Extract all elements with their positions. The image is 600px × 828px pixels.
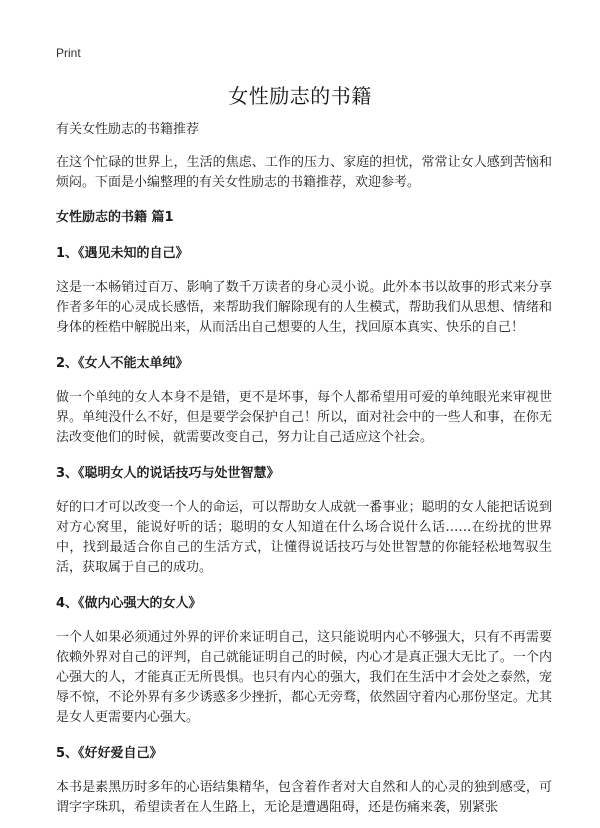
intro-paragraph: 在这个忙碌的世界上，生活的焦虑、工作的压力、家庭的担忧，常常让女人感到苦恼和烦闷。下面是小编整理的有关女性励志的书籍推荐，欢迎参考。 <box>56 155 552 190</box>
document-body <box>56 120 552 828</box>
print-label: Print <box>56 46 81 60</box>
book-heading-1: 1、《遇见未知的自己》 <box>56 246 189 261</box>
book-heading-4: 4、《做内心强大的女人》 <box>56 596 202 611</box>
section-heading: 女性励志的书籍 篇1 <box>56 210 174 225</box>
document-subtitle: 有关女性励志的书籍推荐 <box>56 122 200 137</box>
book-heading-5: 5、《好好爱自己》 <box>56 746 163 761</box>
book-description-4: 一个人如果必须通过外界的评价来证明自己，这只能说明内心不够强大，只有不再需要依赖外界对自己的评判，自己就能证明自己的时候，内心才是真正强大无比了。一个内心强大的人，才能真正无所畏惧。也只有内心的强大，我们在生活中才会处之泰然，宠辱不惊，不论外界有多少诱惑多少挫折，都心无旁骛，依然固守着内心那份坚定。尤其是女人更需要内心强大。 <box>56 630 552 725</box>
book-description-3: 好的口才可以改变一个人的命运，可以帮助女人成就一番事业；聪明的女人能把话说到对方心窝里，能说好听的话；聪明的女人知道在什么场合说什么话……在纷扰的世界中，找到最适合你自己的生活方式，让懂得说话技巧与处世智慧的你能轻松地驾驭生活，获取属于自己的成功。 <box>56 500 552 575</box>
document-title: 女性励志的书籍 <box>228 84 372 108</box>
book-description-1: 这是一本畅销过百万、影响了数千万读者的身心灵小说。此外本书以故事的形式来分享作者多年的心灵成长感悟，来帮助我们解除现有的人生模式，帮助我们从思想、情绪和身体的桎梏中解脱出来，从而活出自己想要的人生，找回原本真实、快乐的自己！ <box>56 280 552 335</box>
book-description-2: 做一个单纯的女人本身不是错，更不是坏事，每个人都希望用可爱的单纯眼光来审视世界。单纯没什么不好，但是要学会保护自己！所以，面对社会中的一些人和事，在你无法改变他们的时候，就需要改变自己，努力让自己适应这个社会。 <box>56 390 552 445</box>
book-heading-3: 3、《聪明女人的说话技巧与处世智慧》 <box>56 466 280 481</box>
book-heading-2: 2、《女人不能太单纯》 <box>56 356 189 371</box>
book-description-5: 本书是素黑历时多年的心语结集精华，包含着作者对大自然和人的心灵的独到感受，可谓字字珠玑，希望读者在人生路上，无论是遭遇阻碍，还是伤痛来袭，别紧张 <box>56 780 552 815</box>
